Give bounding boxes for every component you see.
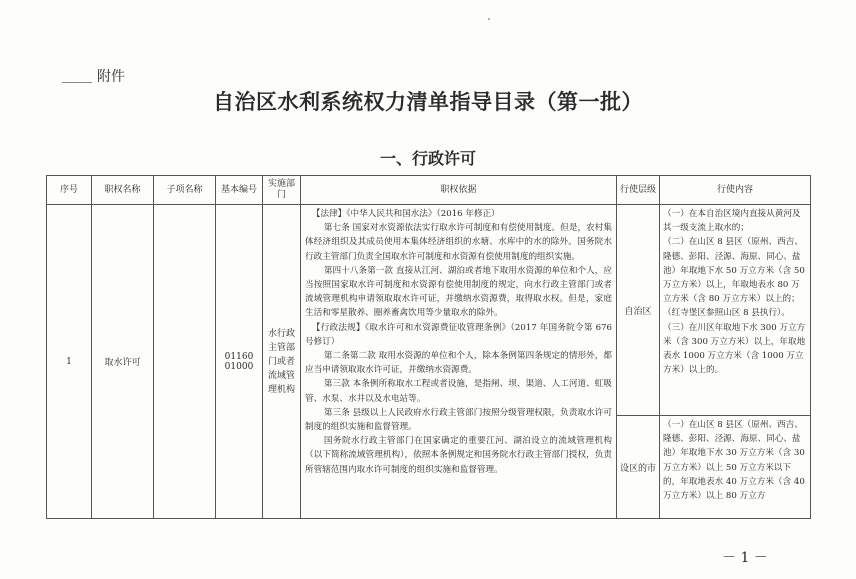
col-header-seq: 序号 (47, 176, 92, 205)
col-header-department: 实施部门 (263, 176, 301, 205)
cell-content-region (660, 205, 811, 416)
content-region-item-2: （二）在山区 8 县区（原州、西吉、隆德、彭阳、泾源、海原、同心、盐池）年取地下水 50 万立方米（含 50 万立方米）以上，年取地表水 80 万立方米（含 80 万立方米）以上的；（红寺堡区参照山区 8 县执行）。 (663, 237, 805, 319)
scan-speck (488, 18, 490, 20)
attachment-label: 附件 (97, 69, 125, 85)
basis-article-3: 第三条 县级以上人民政府水行政主管部门按照分级管理权限，负责取水许可制度的组织实施和监督管理。 (305, 407, 612, 433)
content-city-item-1: （一）在山区 8 县区（原州、西吉、隆德、彭阳、泾源、海原、同心、盐池）年取地下水 30 万立方米（含 30 万立方米）以上 50 万立方米以下的，年取地表水 40 万立方米（含 40 万立方米）以上 80 万立方 (663, 420, 805, 502)
col-header-subitem: 子项名称 (154, 176, 216, 205)
cell-name: 取水许可 (92, 205, 154, 519)
content-region-item-1: （一）在本自治区境内直接从黄河及其一级支流上取水的； (663, 209, 801, 234)
col-header-level: 行使层级 (617, 176, 660, 205)
col-header-code: 基本编号 (216, 176, 263, 205)
table-row (47, 205, 811, 416)
table-header-row (47, 176, 811, 205)
cell-content-city (660, 416, 811, 519)
basis-article-48: 第四十八条第一款 直接从江河、湖泊或者地下取用水资源的单位和个人，应当按照国家取水许可制度和水资源有偿使用制度的规定，向水行政主管部门或者流域管理机构申请领取取水许可证，并缴纳水资源费，取得取水权。但是，家庭生活和零星散养、圈养畜禽饮用等少量取水的除外。 (305, 265, 612, 319)
content-region-item-3: （三）在川区年取地下水 300 万立方米（含 300 万立方米）以上，年取地表水 1000 万立方米（含 1000 万立方米）以上的。 (663, 322, 806, 376)
cell-department: 水行政主管部门或者流域管理机构 (263, 205, 301, 519)
attachment-underline (62, 82, 92, 83)
document-title: 自治区水利系统权力清单指导目录（第一批） (213, 89, 643, 114)
page-number: － 1 － (722, 550, 768, 566)
basis-regulation-heading: 【行政法规】《取水许可和水资源费征收管理条例》（2017 年国务院令第 676 号修订） (305, 322, 612, 347)
col-header-name: 职权名称 (92, 176, 154, 205)
cell-seq: 1 (47, 205, 92, 519)
cell-subitem (154, 205, 216, 519)
basis-article-2-para-3: 第三款 本条例所称取水工程或者设施，是指闸、坝、渠道、人工河道、虹吸管、水泵、水井以及水电站等。 (305, 379, 612, 404)
basis-article-3-para-2: 国务院水行政主管部门在国家确定的重要江河、湖泊设立的流域管理机构（以下简称流域管理机构），依照本条例规定和国务院水行政主管部门授权，负责所管辖范围内取水许可制度的组织实施和监督管理。 (305, 436, 612, 475)
cell-basis (301, 205, 617, 519)
col-header-content: 行使内容 (660, 176, 811, 205)
cell-code: 01160 01000 (216, 205, 263, 519)
col-header-basis: 职权依据 (301, 176, 617, 205)
section-title: 一、行政许可 (379, 149, 476, 168)
cell-level-region: 自治区 (617, 205, 660, 416)
power-list-table (46, 175, 811, 519)
basis-article-2: 第二条第二款 取用水资源的单位和个人，除本条例第四条规定的情形外，都应当申请领取取水许可证，并缴纳水资源费。 (305, 351, 612, 376)
basis-article-7: 第七条 国家对水资源依法实行取水许可制度和有偿使用制度。但是，农村集体经济组织及其成员使用本集体经济组织的水塘、水库中的水的除外。国务院水行政主管部门负责全国取水许可制度和水资源有偿使用制度的组织实施。 (305, 223, 612, 262)
basis-law-heading: 【法律】《中华人民共和国水法》（2016 年修正） (311, 209, 500, 219)
cell-level-city: 设区的市 (617, 416, 660, 519)
